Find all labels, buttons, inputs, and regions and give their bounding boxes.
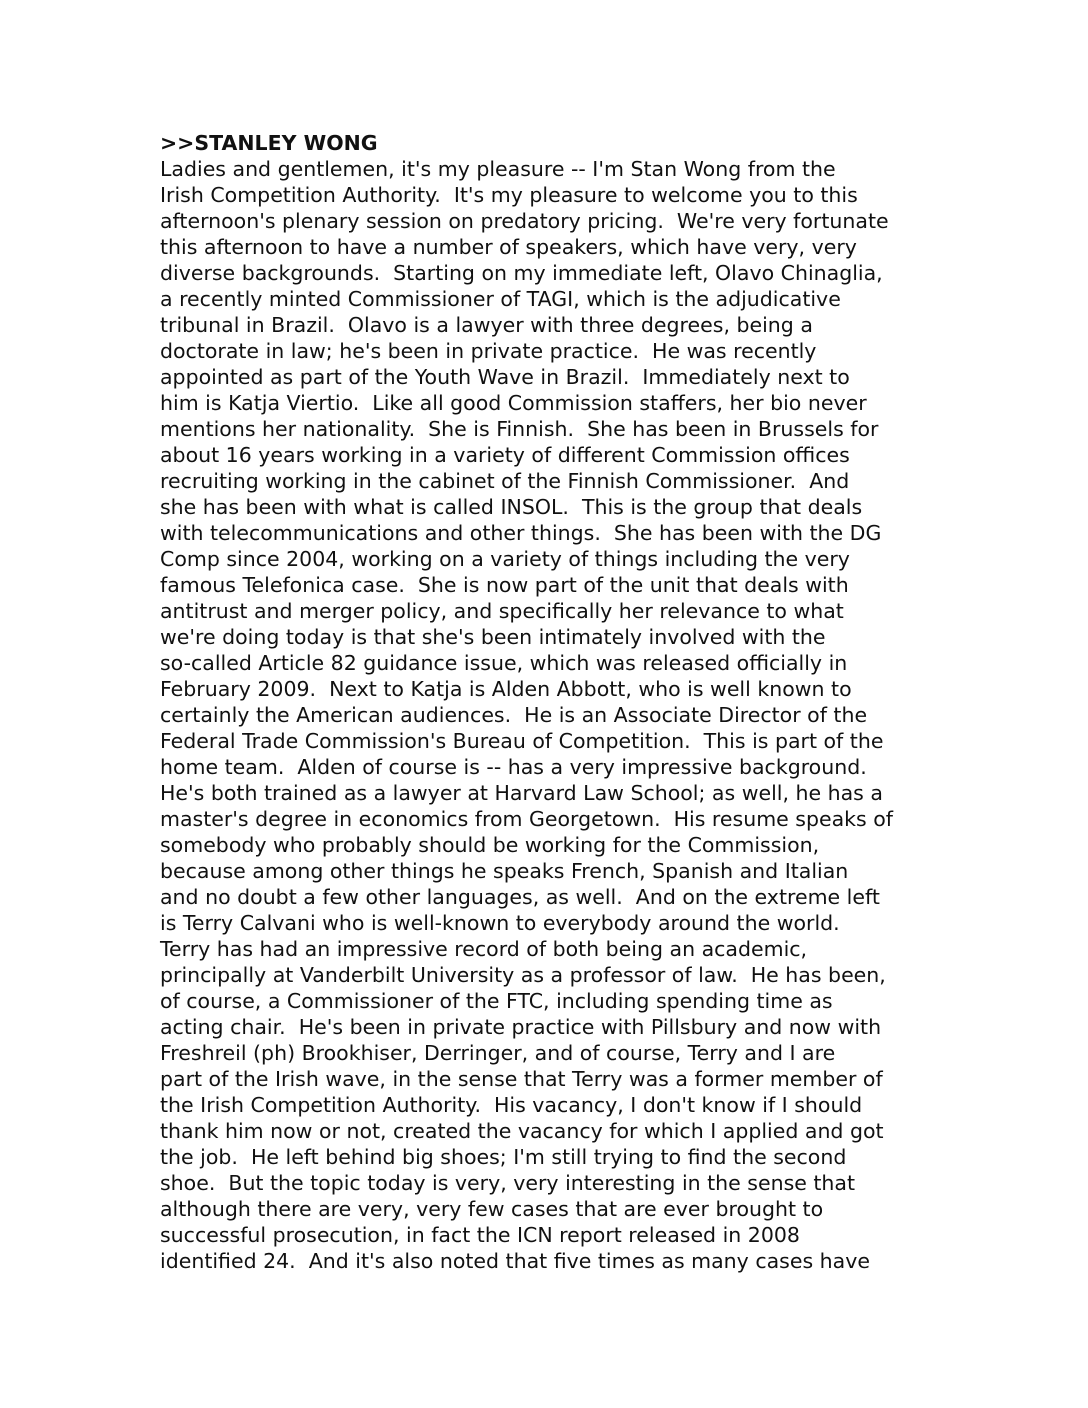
transcript-line: diverse backgrounds. Starting on my immediate left, Olavo Chinaglia, (160, 261, 883, 285)
transcript-line: a recently minted Commissioner of TAGI, which is the adjudicative (160, 287, 841, 311)
transcript-line: thank him now or not, created the vacancy for which I applied and got (160, 1119, 884, 1143)
transcript-line: although there are very, very few cases that are ever brought to (160, 1197, 824, 1221)
transcript-line: shoe. But the topic today is very, very interesting in the sense that (160, 1171, 856, 1195)
transcript-line: afternoon's plenary session on predatory pricing. We're very fortunate (160, 209, 889, 233)
transcript-line: acting chair. He's been in private practice with Pillsbury and now with (160, 1015, 882, 1039)
transcript-line: we're doing today is that she's been intimately involved with the (160, 625, 826, 649)
speaker-name: >>STANLEY WONG (160, 131, 378, 155)
transcript-line: Federal Trade Commission's Bureau of Competition. This is part of the (160, 729, 884, 753)
transcript-page (160, 130, 940, 1274)
transcript-line: so-called Article 82 guidance issue, which was released officially in (160, 651, 848, 675)
transcript-line: somebody who probably should be working for the Commission, (160, 833, 820, 857)
transcript-line: is Terry Calvani who is well-known to everybody around the world. (160, 911, 840, 935)
transcript-line: mentions her nationality. She is Finnish. She has been in Brussels for (160, 417, 879, 441)
transcript-line: the job. He left behind big shoes; I'm still trying to find the second (160, 1145, 847, 1169)
transcript-line: successful prosecution, in fact the ICN report released in 2008 (160, 1223, 800, 1247)
transcript-line: doctorate in law; he's been in private practice. He was recently (160, 339, 817, 363)
transcript-line: Ladies and gentlemen, it's my pleasure -- I'm Stan Wong from the (160, 157, 836, 181)
transcript-line: Freshreil (ph) Brookhiser, Derringer, and of course, Terry and I are (160, 1041, 836, 1065)
transcript-line: antitrust and merger policy, and specifically her relevance to what (160, 599, 844, 623)
transcript-line: she has been with what is called INSOL. This is the group that deals (160, 495, 863, 519)
transcript-line: appointed as part of the Youth Wave in Brazil. Immediately next to (160, 365, 850, 389)
transcript-line: the Irish Competition Authority. His vacancy, I don't know if I should (160, 1093, 863, 1117)
transcript-line: principally at Vanderbilt University as a professor of law. He has been, (160, 963, 886, 987)
transcript-line: master's degree in economics from Georgetown. His resume speaks of (160, 807, 893, 831)
transcript-line: February 2009. Next to Katja is Alden Abbott, who is well known to (160, 677, 852, 701)
transcript-line: Terry has had an impressive record of both being an academic, (160, 937, 808, 961)
transcript-line: home team. Alden of course is -- has a very impressive background. (160, 755, 867, 779)
transcript-line: certainly the American audiences. He is an Associate Director of the (160, 703, 868, 727)
transcript-line: him is Katja Viertio. Like all good Commission staffers, her bio never (160, 391, 867, 415)
transcript-line: this afternoon to have a number of speakers, which have very, very (160, 235, 857, 259)
transcript-line: recruiting working in the cabinet of the Finnish Commissioner. And (160, 469, 850, 493)
transcript-line: because among other things he speaks French, Spanish and Italian (160, 859, 849, 883)
transcript-line: tribunal in Brazil. Olavo is a lawyer with three degrees, being a (160, 313, 813, 337)
transcript-line: identified 24. And it's also noted that five times as many cases have (160, 1249, 870, 1273)
transcript-line: of course, a Commissioner of the FTC, including spending time as (160, 989, 833, 1013)
transcript-body (160, 156, 940, 1274)
transcript-line: with telecommunications and other things. She has been with the DG (160, 521, 882, 545)
transcript-line: part of the Irish wave, in the sense that Terry was a former member of (160, 1067, 883, 1091)
transcript-line: and no doubt a few other languages, as well. And on the extreme left (160, 885, 880, 909)
transcript-line: about 16 years working in a variety of different Commission offices (160, 443, 850, 467)
transcript-line: Irish Competition Authority. It's my pleasure to welcome you to this (160, 183, 858, 207)
transcript-line: Comp since 2004, working on a variety of things including the very (160, 547, 850, 571)
transcript-line: famous Telefonica case. She is now part of the unit that deals with (160, 573, 849, 597)
transcript-line: He's both trained as a lawyer at Harvard Law School; as well, he has a (160, 781, 883, 805)
